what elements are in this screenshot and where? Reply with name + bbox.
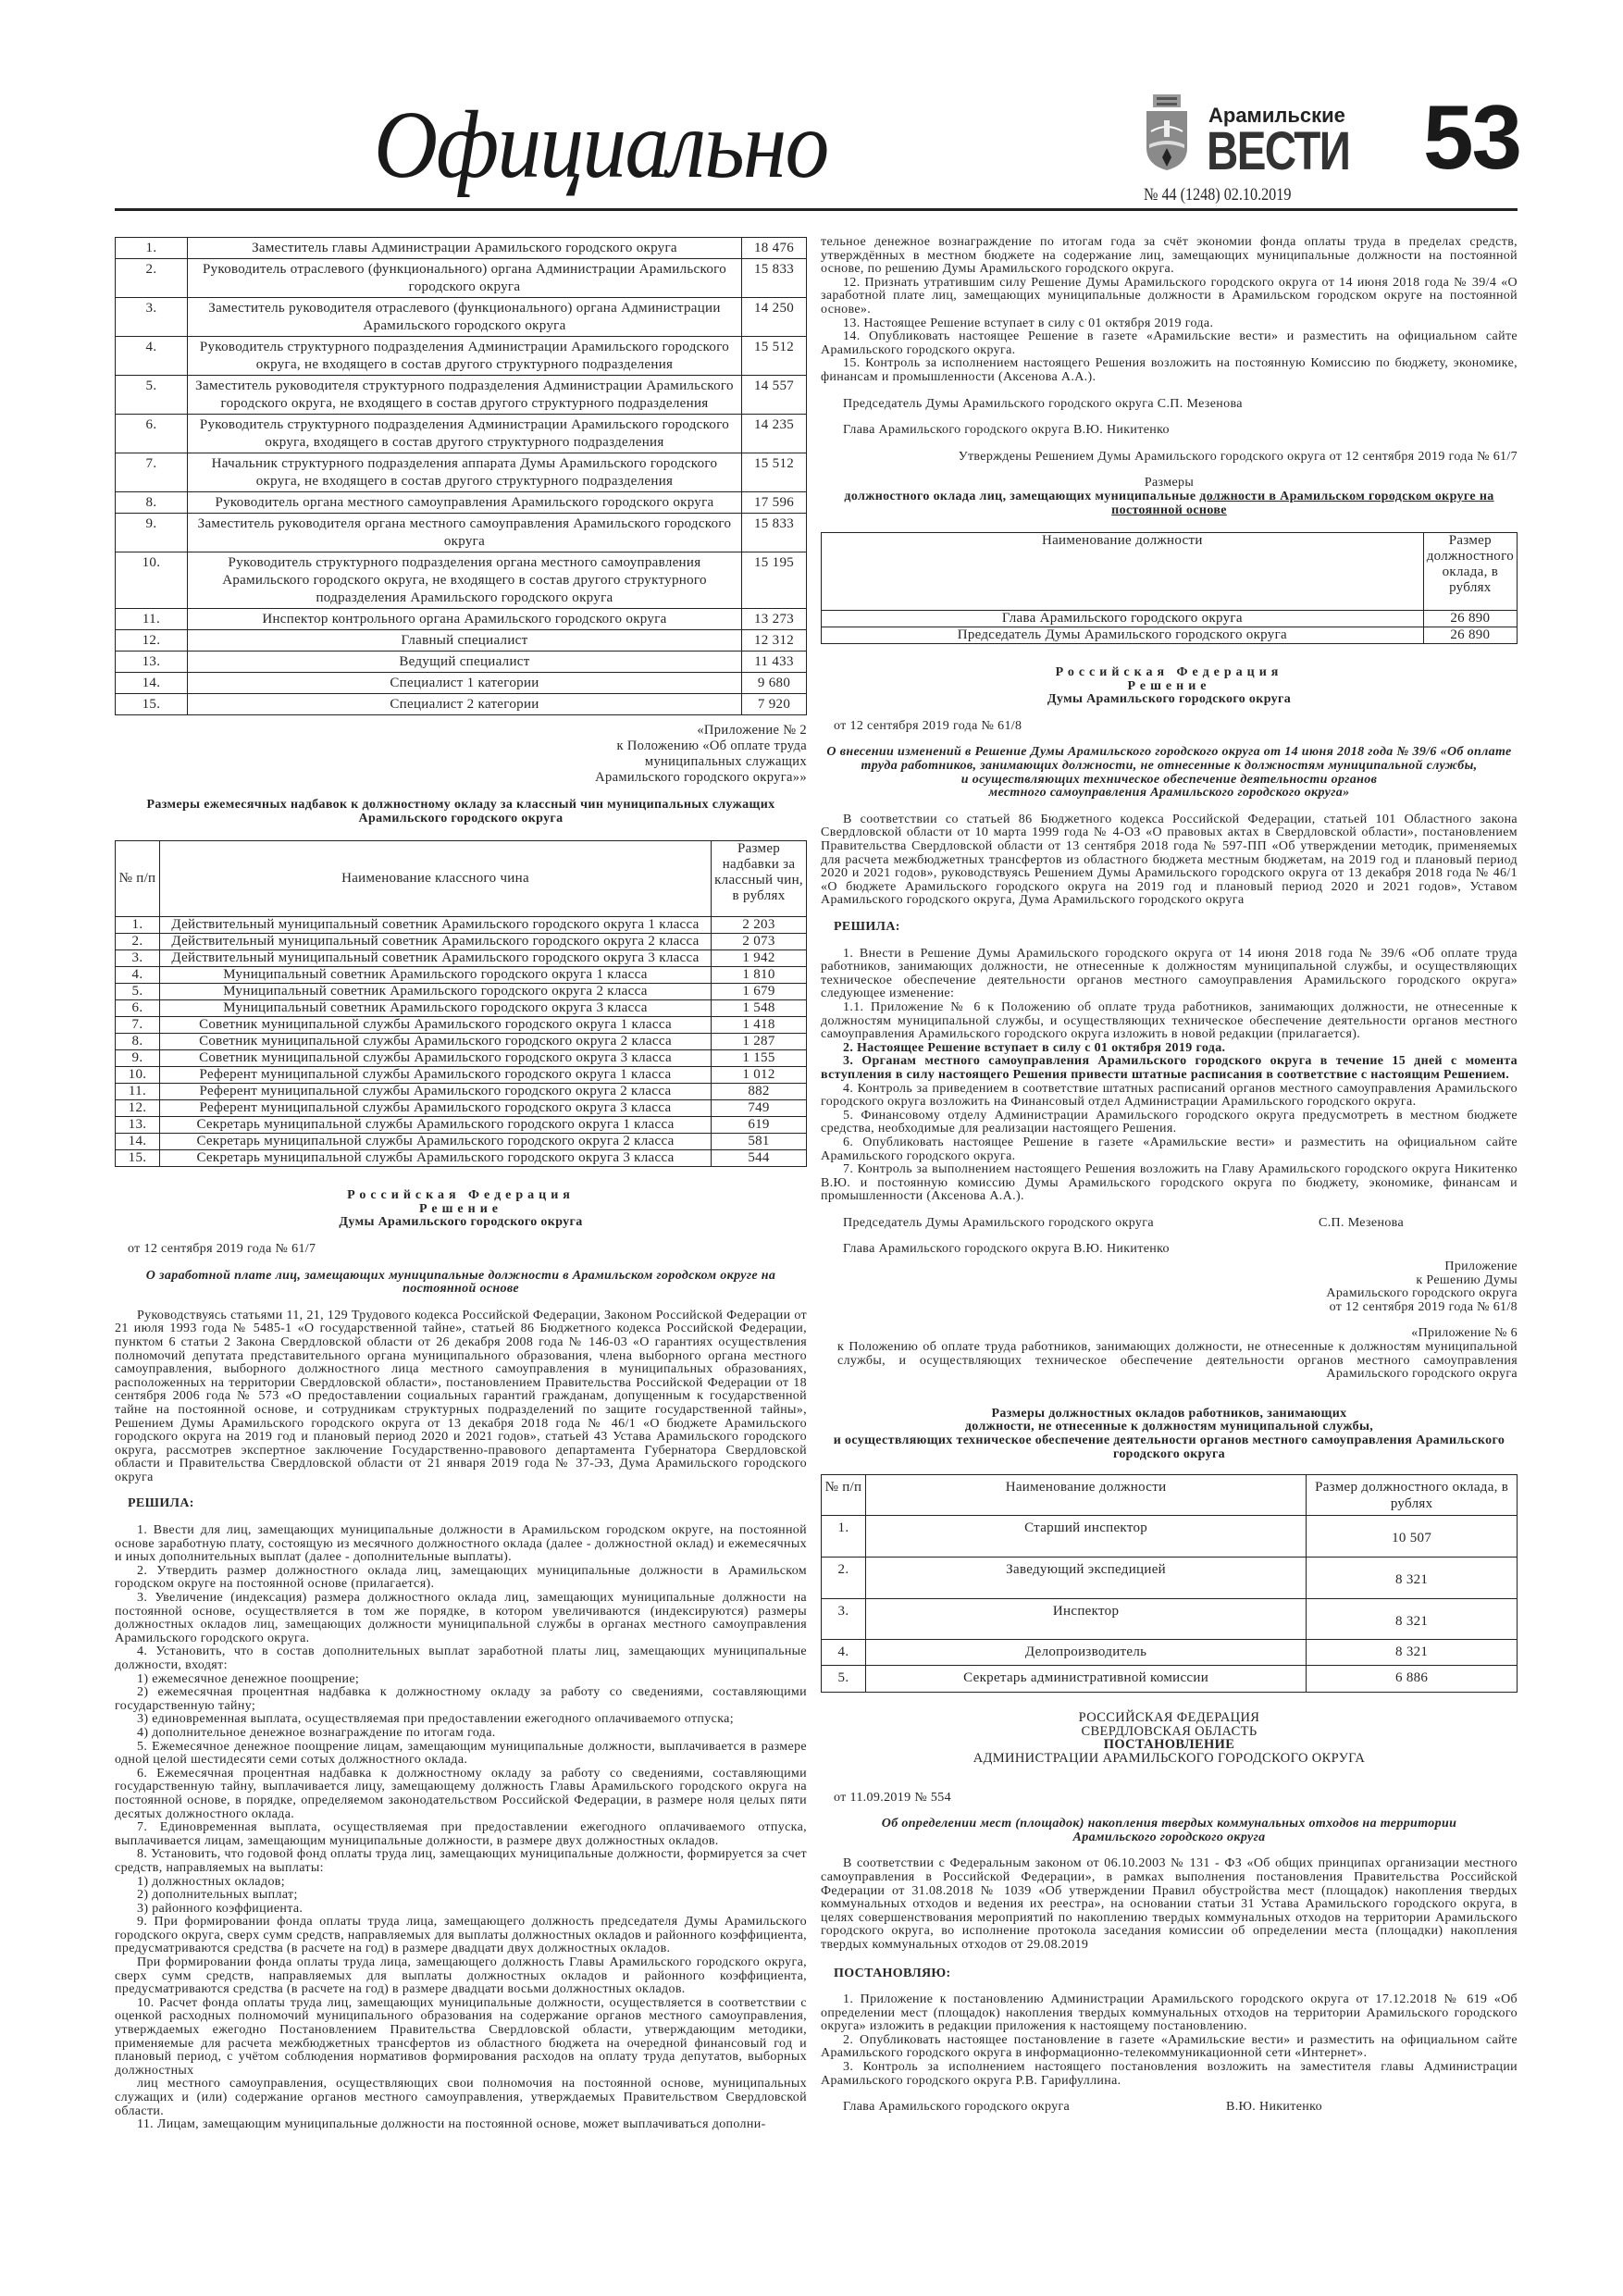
- signature-chair: Председатель Думы Арамильского городского округа С.П. Мезенова: [843, 396, 1243, 411]
- right-column: [821, 236, 1518, 2115]
- heading-country: Российская Федерация: [1055, 665, 1283, 680]
- section-title: Официально: [374, 92, 828, 198]
- row-number: 8.: [116, 492, 188, 514]
- table-row: [822, 611, 1518, 627]
- row-number: 3.: [116, 950, 160, 967]
- postanovlenie-heading: [821, 1711, 1518, 1765]
- name-cell: Ведущий специалист: [187, 652, 741, 673]
- text-line: и осуществляющих техническое обеспечение деятельности органов: [960, 772, 1378, 787]
- paragraph: 7. Контроль за выполнением настоящего Решения возложить на Главу Арамильского городского округа Никитенко В.Ю. и постоянную комиссию Думы Арамильского городского округа по бюджету, экономике, финансам и промышленности (Аксенова А.А.).: [821, 1162, 1518, 1204]
- paragraph: 4. Контроль за приведением в соответствие штатных расписаний органов местного самоуправления Арамильского городского округа возложить на Финансовый отдел Администрации Арамильского городского округа.: [821, 1081, 1518, 1110]
- name-cell: Муниципальный советник Арамильского городского округа 1 класса: [159, 967, 711, 984]
- row-number: 2.: [116, 934, 160, 950]
- name-cell: Старший инспектор: [865, 1516, 1306, 1558]
- row-number: 6.: [116, 415, 188, 453]
- name-cell: Председатель Думы Арамильского городского округа: [822, 627, 1424, 644]
- column-header-name: Наименование должности: [822, 533, 1424, 611]
- paragraph: 3. Органам местного самоуправления Арамильского городского округа в течение 15 дней с момента вступления в силу настоящего Решения привести штатные расписания в соответствие с настоящим Решением.: [821, 1054, 1518, 1082]
- name-cell: Советник муниципальной службы Арамильского городского округа 3 класса: [159, 1050, 711, 1067]
- paragraph: 2. Настоящее Решение вступает в силу с 01 октября 2019 года.: [843, 1040, 1226, 1055]
- table-row: [822, 1666, 1518, 1693]
- paragraph: 1. Внести в Решение Думы Арамильского городского округа от 14 июня 2018 года № 39/6 «Об оплате труда работников, занимающих должности, не отнесенные к должностям муниципальной службы, и осуществляющих техническое обеспечение деятельности органов местного самоуправления Арамильского городского округа» следующее изменение:: [821, 946, 1518, 1001]
- name-cell: Руководитель отраслевого (функционального) органа Администрации Арамильского городского округа: [187, 259, 741, 298]
- row-number: 14.: [116, 1134, 160, 1150]
- issue-number: № 44 (1248) 02.10.2019: [1144, 185, 1292, 205]
- signature-chair-name: С.П. Мезенова: [1319, 1215, 1405, 1230]
- row-number: 9.: [116, 514, 188, 552]
- name-cell: Референт муниципальной службы Арамильского городского округа 3 класса: [159, 1100, 711, 1117]
- text-line: муниципальных служащих: [644, 754, 807, 769]
- resolved-label: РЕШИЛА:: [834, 920, 900, 934]
- table-row: [116, 238, 807, 259]
- heading-country: РОССИЙСКАЯ ФЕДЕРАЦИЯ: [1078, 1710, 1260, 1726]
- amount-cell: 15 195: [742, 552, 807, 609]
- table-row: [116, 917, 807, 934]
- row-number: 9.: [116, 1050, 160, 1067]
- table-row: [116, 492, 807, 514]
- amount-cell: 18 476: [742, 238, 807, 259]
- table-row: [116, 934, 807, 950]
- table-row: [116, 673, 807, 694]
- amount-cell: 581: [712, 1134, 807, 1150]
- amount-cell: 8 321: [1307, 1640, 1518, 1666]
- paragraph: 2) дополнительных выплат;: [137, 1888, 298, 1903]
- amount-cell: 14 250: [742, 298, 807, 337]
- amount-cell: 26 890: [1423, 627, 1517, 644]
- name-cell: Руководитель структурного подразделения Администрации Арамильского городского округа, входящего в состав другого структурного подразделения: [187, 415, 741, 453]
- amount-cell: 1 942: [712, 950, 807, 967]
- heading-kind: Решение: [1127, 678, 1211, 693]
- approved-note: Утверждены Решением Думы Арамильского городского округа от 12 сентября 2019 года № 61/7: [958, 449, 1518, 464]
- table-row: [116, 453, 807, 492]
- table-row: [116, 1084, 807, 1100]
- signature-label: Глава Арамильского городского округа: [843, 2100, 1071, 2115]
- paragraph: 1.1. Приложение № 6 к Положению об оплате труда работников, занимающих должности, не отнесенные к должностям муниципальной службы, и осуществляющих техническое обеспечение деятельности органов местного самоуправления Арамильского городского округа изложить в новой редакции (прилагается).: [821, 999, 1518, 1042]
- row-number: 11.: [116, 609, 188, 630]
- row-number: 12.: [116, 1100, 160, 1117]
- column-header-amount: Размер надбавки за классный чин, в рублях: [712, 841, 807, 917]
- text-line: «Приложение № 2: [697, 723, 807, 738]
- table-row: [116, 1067, 807, 1084]
- row-number: 5.: [822, 1666, 866, 1693]
- name-cell: Секретарь муниципальной службы Арамильского городского округа 3 класса: [159, 1150, 711, 1167]
- preamble: Руководствуясь статьями 11, 21, 129 Трудового кодекса Российской Федерации, Законом Российской Федерации от 21 июля 1993 года № 5485-1 «О государственной тайне», статьей 86 Бюджетного кодекса Российской Федерации, пунктом 6 статьи 2 Закона Свердловской области от 26 декабря 2008 года № 146-03 «О гарантиях осуществления полномочий депутата представительного органа муниципального образования, члена выборного органа местного самоуправления, выборного должностного лица местного самоуправления в муниципальных образованиях, расположенных на территории Свердловской области», постановлением Правительства Российской Федерации от 18 сентября 2006 года № 573 «О предоставлении социальных гарантий гражданам, допущенным к государственной тайне на постоянной основе, и сотрудникам структурных подразделений по защите государственной тайны», Решением Думы Арамильского городского округа от 13 декабря 2018 года № 46/1 «О бюджете Арамильского городского округа на 2019 год и плановый период 2020 и 2021 годов», статьей 43 Устава Арамильского городского округа, рассмотрев экспертное заключение Государственно-правового департамента Губернатора Свердловской области и Правительства Свердловской области от 21 января 2019 года № 37-ЭЗ, Дума Арамильского городского округа: [115, 1308, 807, 1484]
- paragraph: 12. Признать утратившим силу Решение Думы Арамильского городского округа от 14 июня 2018 года № 39/4 «О заработной плате лиц, замещающих муниципальные должности в Арамильском городском округе на постоянной основе».: [821, 275, 1518, 316]
- table-row: [822, 627, 1518, 644]
- row-number: 2.: [116, 259, 188, 298]
- text-line: Размеры должностных окладов работников, занимающих: [991, 1406, 1347, 1421]
- text-line: Арамильского городского округа»»: [595, 770, 807, 785]
- row-number: 1.: [822, 1516, 866, 1558]
- paragraph: лиц местного самоуправления, осуществляющих свои полномочия на постоянной основе, муниципальных служащих и (или) содержание органов местного самоуправления, утверждаемых Правительством Свердловской области.: [115, 2077, 807, 2118]
- paragraph: 7. Единовременная выплата, осуществляемая при предоставлении ежегодного оплачиваемого отпуска, выплачивается лицам, замещающим муниципальные должности, в размере двух должностных окладов.: [115, 1820, 807, 1848]
- name-cell: Заместитель руководителя структурного подразделения Администрации Арамильского городского округа, не входящего в состав другого структурного подразделения: [187, 376, 741, 415]
- amount-cell: 15 512: [742, 337, 807, 376]
- amount-cell: 1 155: [712, 1050, 807, 1067]
- amount-cell: 17 596: [742, 492, 807, 514]
- name-cell: Заместитель главы Администрации Арамильского городского округа: [187, 238, 741, 259]
- row-number: 8.: [116, 1034, 160, 1050]
- row-number: 13.: [116, 1117, 160, 1134]
- name-cell: Советник муниципальной службы Арамильского городского округа 1 класса: [159, 1017, 711, 1034]
- paragraph: 1) ежемесячное денежное поощрение;: [137, 1671, 360, 1686]
- paragraph: 5. Финансовому отделу Администрации Арамильского городского округа предусмотреть в местном бюджете средства, необходимые для реализации настоящего Решения.: [821, 1108, 1518, 1136]
- signature-head: Глава Арамильского городского округа В.Ю. Никитенко: [843, 423, 1170, 438]
- row-number: 1.: [116, 917, 160, 934]
- name-cell: Руководитель органа местного самоуправления Арамильского городского округа: [187, 492, 741, 514]
- class-rank-table: [115, 840, 807, 1167]
- table-row: [822, 1599, 1518, 1640]
- name-cell: Специалист 1 категории: [187, 673, 741, 694]
- table-header-row: [822, 533, 1518, 611]
- amount-cell: 14 557: [742, 376, 807, 415]
- logo-title: ВЕСТИ: [1207, 121, 1350, 181]
- left-column: [115, 237, 807, 2132]
- row-number: 1.: [116, 238, 188, 259]
- paragraph: 14. Опубликовать настоящее Решение в газете «Арамильские вести» и разместить на официальном сайте Арамильского городского округа.: [821, 329, 1518, 357]
- amount-cell: 2 203: [712, 917, 807, 934]
- heading-body: АДМИНИСТРАЦИИ АРАМИЛЬСКОГО ГОРОДСКОГО ОКРУГА: [973, 1750, 1366, 1766]
- paragraph: 2) ежемесячная процентная надбавка к должностному окладу за работу со сведениями, составляющими государственную тайну;: [115, 1685, 807, 1713]
- row-number: 10.: [116, 1067, 160, 1084]
- amount-cell: 882: [712, 1084, 807, 1100]
- name-cell: Начальник структурного подразделения аппарата Думы Арамильского городского округа, не входящего в состав другого структурного подразделения: [187, 453, 741, 492]
- decision-61-7-continued: [821, 236, 1518, 385]
- name-cell: Глава Арамильского городского округа: [822, 611, 1424, 627]
- decision-61-8: [821, 666, 1518, 1204]
- amount-cell: 13 273: [742, 609, 807, 630]
- table-row: [116, 1000, 807, 1017]
- paragraph: 1. Ввести для лиц, замещающих муниципальные должности в Арамильском городском округе, на постоянной основе заработную плату, состоящую из месячного должностного оклада (далее - должностной оклад) и ежемесячных и иных дополнительных выплат (далее - дополнительные выплаты).: [115, 1523, 807, 1565]
- text-line: должности, не отнесенные к должностям муниципальной службы,: [964, 1420, 1374, 1434]
- text-line: к Положению «Об оплате труда: [616, 738, 807, 753]
- name-cell: Действительный муниципальный советник Арамильского городского округа 2 класса: [159, 934, 711, 950]
- heading-body: Думы Арамильского городского округа: [1047, 692, 1292, 707]
- amount-cell: 544: [712, 1150, 807, 1167]
- amount-cell: 6 886: [1307, 1666, 1518, 1693]
- amount-cell: 15 833: [742, 514, 807, 552]
- heading-country: Российская Федерация: [347, 1188, 575, 1203]
- row-number: 10.: [116, 552, 188, 609]
- amount-cell: 1 810: [712, 967, 807, 984]
- row-number: 11.: [116, 1084, 160, 1100]
- page-number: 53: [1423, 86, 1521, 188]
- name-cell: Муниципальный советник Арамильского городского округа 2 класса: [159, 984, 711, 1000]
- table-row: [116, 1100, 807, 1117]
- table-row: [116, 630, 807, 652]
- sizes-subtitle: должностного оклада лиц, замещающих муниципальные: [844, 489, 1200, 503]
- postanovlenie-signature: [821, 2101, 1518, 2115]
- paragraph: 4) дополнительное денежное вознаграждение по итогам года.: [137, 1725, 496, 1740]
- amount-cell: 15 512: [742, 453, 807, 492]
- column-header-name: Наименование должности: [865, 1475, 1306, 1516]
- salary-table-positions: [115, 237, 807, 715]
- row-number: 7.: [116, 453, 188, 492]
- amount-cell: 1 548: [712, 1000, 807, 1017]
- column-header-amount: Размер должностного оклада, в рублях: [1423, 533, 1517, 611]
- paragraph: При формировании фонда оплаты труда лица, замещающего должность Главы Арамильского городского округа, сверх сумм средств, направляемых для выплаты должностных окладов и районного коэффициента, предусматриваются средства (в расчете на год) в размере двадцати восьми должностных окладов.: [115, 1955, 807, 1997]
- amount-cell: 7 920: [742, 694, 807, 715]
- amount-cell: 12 312: [742, 630, 807, 652]
- paragraph: 15. Контроль за исполнением настоящего Решения возложить на постоянную Комиссию по бюджету, экономике, финансам и промышленности (Аксенова А.А.).: [821, 356, 1518, 384]
- appendix-note: [821, 1260, 1518, 1314]
- row-number: 2.: [822, 1558, 866, 1599]
- coat-of-arms-icon: [1144, 94, 1190, 170]
- decision-61-7: [115, 1189, 807, 2132]
- paragraph: тельное денежное вознаграждение по итогам года за счёт экономии фонда оплаты труда в пределах средств, утверждённых в местном бюджете на содержание лиц, замещающих муниципальные должности на постоянной основе, по решению Думы Арамильского городского округа.: [821, 235, 1518, 277]
- name-cell: Специалист 2 категории: [187, 694, 741, 715]
- name-cell: Секретарь муниципальной службы Арамильского городского округа 2 класса: [159, 1134, 711, 1150]
- appendix6-label: «Приложение № 6: [1411, 1326, 1518, 1341]
- row-number: 12.: [116, 630, 188, 652]
- table-row: [116, 1034, 807, 1050]
- table-row: [116, 552, 807, 609]
- row-number: 15.: [116, 694, 188, 715]
- name-cell: Инспектор: [865, 1599, 1306, 1640]
- table-row: [116, 514, 807, 552]
- paragraph: 4. Установить, что в состав дополнительных выплат заработной платы лиц, замещающих муниципальные должности, входят:: [115, 1644, 807, 1672]
- heading-kind: ПОСТАНОВЛЕНИЕ: [1103, 1737, 1235, 1753]
- paragraph: 13. Настоящее Решение вступает в силу с 01 октября 2019 года.: [843, 316, 1214, 330]
- table-row: [116, 950, 807, 967]
- column-header-name: Наименование классного чина: [159, 841, 711, 917]
- table4-title: [821, 1408, 1518, 1461]
- row-number: 6.: [116, 1000, 160, 1017]
- paragraph: 1. Приложение к постановлению Администрации Арамильского городского округа от 17.12.2018 № 619 «Об определении мест (площадок) накопления твердых коммунальных отходов на территории Арамильского городского округа» изложить в редакции приложения к настоящему постановлению.: [821, 1992, 1518, 2034]
- row-number: 4.: [822, 1640, 866, 1666]
- name-cell: Референт муниципальной службы Арамильского городского округа 2 класса: [159, 1084, 711, 1100]
- name-cell: Главный специалист: [187, 630, 741, 652]
- signature-head: Глава Арамильского городского округа В.Ю. Никитенко: [843, 1242, 1170, 1257]
- amount-cell: 10 507: [1307, 1516, 1518, 1558]
- amount-cell: 2 073: [712, 934, 807, 950]
- amount-cell: 14 235: [742, 415, 807, 453]
- sizes-heading: [821, 477, 1518, 517]
- decision-date: от 12 сентября 2019 года № 61/8: [834, 718, 1022, 733]
- heading-kind: Решение: [419, 1201, 502, 1216]
- table-row: [116, 1134, 807, 1150]
- name-cell: Референт муниципальной службы Арамильского городского округа 1 класса: [159, 1067, 711, 1084]
- table-row: [116, 652, 807, 673]
- table-row: [822, 1640, 1518, 1666]
- paragraph: 3) районного коэффициента.: [137, 1901, 304, 1916]
- amount-cell: 8 321: [1307, 1558, 1518, 1599]
- preamble: В соответствии со статьей 86 Бюджетного кодекса Российской Федерации, статьей 101 Областного закона Свердловской области от 10 марта 1999 года № 4-ОЗ «О правовых актах в Свердловской области», постановлением Правительства Свердловской области от 13 сентября 2018 года № 597-ПП «Об утверждении методик, применяемых для расчета межбюджетных трансфертов из областного бюджета местным бюджетам, на 2019 год и плановый период 2020 и 2021 годов», руководствуясь Решением Думы Арамильского городского округа от 13 декабря 2018 года № 46/1 «О бюджете Арамильского городского округа на 2019 год и плановый период 2020 и 2021 годов», Уставом Арамильского городского округа, Дума Арамильского городского округа: [821, 812, 1518, 908]
- text-line: от 12 сентября 2019 года № 61/8: [1329, 1299, 1518, 1314]
- table-row: [116, 967, 807, 984]
- paragraph: 2. Утвердить размер должностного оклада лиц, замещающих муниципальные должности в Арамильском городском округе на постоянной основе (прилагается).: [115, 1563, 807, 1592]
- row-number: 5.: [116, 376, 188, 415]
- appendix6-note: [821, 1327, 1518, 1381]
- paragraph: 10. Расчет фонда оплаты труда лиц, замещающих муниципальные должности, осуществляется в соответствии с оценкой расходных полномочий муниципального образования на содержание органов местного самоуправления, утверждаемых ежегодно Постановлением Правительства Свердловской области, утверждающим методики, применяемые для расчета межбюджетных трансфертов из областного бюджета на очередной финансовый год и плановый период, с учётом соблюдения нормативов формирования расходов на оплату труда депутатов, выборных должностных: [115, 1995, 807, 2078]
- amount-cell: 1 287: [712, 1034, 807, 1050]
- row-number: 3.: [822, 1599, 866, 1640]
- table-row: [116, 337, 807, 376]
- text-line: и осуществляющих техническое обеспечение деятельности органов местного самоуправления Арамильского городского округа: [833, 1433, 1505, 1461]
- name-cell: Муниципальный советник Арамильского городского округа 3 класса: [159, 1000, 711, 1017]
- paragraph: 2. Опубликовать настоящее постановление в газете «Арамильские вести» и разместить на официальном сайте Арамильского городского округа в информационно-телекоммуникационной сети «Интернет».: [821, 2032, 1518, 2061]
- row-number: 5.: [116, 984, 160, 1000]
- row-number: 3.: [116, 298, 188, 337]
- row-number: 7.: [116, 1017, 160, 1034]
- table-row: [116, 1017, 807, 1034]
- amount-cell: 11 433: [742, 652, 807, 673]
- table-row: [116, 1050, 807, 1067]
- heading-body: Думы Арамильского городского округа: [339, 1215, 583, 1230]
- paragraph: 9. При формировании фонда оплаты труда лица, замещающего должность председателя Думы Арамильского городского округа, сверх сумм средств, направляемых для выплаты должностных окладов и районного коэффициента, предусматриваются средства (в расчете на год) в размере двадцати двух должностных окладов.: [115, 1915, 807, 1956]
- paragraph: 11. Лицам, замещающим муниципальные должности на постоянной основе, может выплачиваться дополни-: [137, 2117, 766, 2132]
- postanovlenie-date: от 11.09.2019 № 554: [834, 1790, 951, 1805]
- name-cell: Советник муниципальной службы Арамильского городского округа 2 класса: [159, 1034, 711, 1050]
- amount-cell: 26 890: [1423, 611, 1517, 627]
- postanovlenie-title: Об определении мест (площадок) накопления твердых коммунальных отходов на территории Арамильского городского округа: [881, 1817, 1457, 1844]
- table-row: [116, 694, 807, 715]
- logo-subtitle: Арамильские: [1208, 104, 1345, 127]
- row-number: 4.: [116, 337, 188, 376]
- sizes-title: Размеры: [1144, 476, 1195, 490]
- decision-title: О заработной плате лиц, замещающих муниципальные должности в Арамильском городском округе на постоянной основе: [145, 1268, 776, 1297]
- table-row: [116, 1150, 807, 1167]
- decision-date: от 12 сентября 2019 года № 61/7: [128, 1241, 316, 1256]
- appendix6-text: к Положению об оплате труда работников, занимающих должности, не отнесенные к должностям муниципальной службы, и осуществляющих техническое обеспечение деятельности органов местного самоуправления Арамильского городского округа: [837, 1340, 1518, 1382]
- name-cell: Действительный муниципальный советник Арамильского городского округа 1 класса: [159, 917, 711, 934]
- name-cell: Руководитель структурного подразделения Администрации Арамильского городского округа, не входящего в состав другого структурного подразделения: [187, 337, 741, 376]
- signature-chair-label: Председатель Думы Арамильского городского округа: [843, 1215, 1154, 1230]
- amount-cell: 1 679: [712, 984, 807, 1000]
- paragraph: 6. Опубликовать настоящее Решение в газете «Арамильские вести» и разместить на официальном сайте Арамильского городского округа.: [821, 1135, 1518, 1163]
- paragraph: 5. Ежемесячное денежное поощрение лицам, замещающим муниципальные должности, выплачивается в размере одной целой шестидесяти семи сотых должностного оклада.: [115, 1739, 807, 1768]
- amount-cell: 1 012: [712, 1067, 807, 1084]
- table-row: [116, 415, 807, 453]
- name-cell: Секретарь административной комиссии: [865, 1666, 1306, 1693]
- amount-cell: 619: [712, 1117, 807, 1134]
- table-row: [116, 298, 807, 337]
- signature-name: В.Ю. Никитенко: [1226, 2100, 1322, 2115]
- name-cell: Инспектор контрольного органа Арамильского городского округа: [187, 609, 741, 630]
- table-header-row: [822, 1475, 1518, 1516]
- table-row: [822, 1516, 1518, 1558]
- text-line: Приложение: [1444, 1260, 1518, 1274]
- amount-cell: 8 321: [1307, 1599, 1518, 1640]
- text-line: местного самоуправления Арамильского городского округа»: [988, 786, 1350, 800]
- decision-title: [821, 746, 1518, 800]
- table-row: [116, 259, 807, 298]
- table-row: [116, 984, 807, 1000]
- name-cell: Заместитель руководителя отраслевого (функционального) органа Администрации Арамильского городского округа: [187, 298, 741, 337]
- paragraph: 8. Установить, что годовой фонд оплаты труда лиц, замещающих муниципальные должности, формируется за счет средств, направляемых на выплаты:: [115, 1847, 807, 1875]
- table-header-row: [116, 841, 807, 917]
- column-header-amount: Размер должностного оклада, в рублях: [1307, 1475, 1518, 1516]
- paragraph: 6. Ежемесячная процентная надбавка к должностному окладу за работу со сведениями, составляющими государственную тайну, выплачивается лицу, замещающему должность Главы Арамильского городского округа на постоянной основе, в порядке, определяемом законодательством Российской Федерации, в размере ноля целых пяти десятых должностного оклада.: [115, 1766, 807, 1821]
- row-number: 15.: [116, 1150, 160, 1167]
- name-cell: Действительный муниципальный советник Арамильского городского округа 3 класса: [159, 950, 711, 967]
- amount-cell: 1 418: [712, 1017, 807, 1034]
- appendix2-note: [115, 723, 807, 786]
- name-cell: Делопроизводитель: [865, 1640, 1306, 1666]
- name-cell: Заведующий экспедицией: [865, 1558, 1306, 1599]
- name-cell: Секретарь муниципальной службы Арамильского городского округа 1 класса: [159, 1117, 711, 1134]
- paragraph: 3) единовременная выплата, осуществляемая при предоставлении ежегодного оплачиваемого отпуска;: [137, 1712, 734, 1727]
- table-row: [822, 1558, 1518, 1599]
- row-number: 14.: [116, 673, 188, 694]
- technical-staff-salary-table: [821, 1474, 1518, 1693]
- signature-chair: [821, 1217, 1518, 1231]
- resolved-label: РЕШИЛА:: [128, 1496, 194, 1511]
- column-header-number: № п/п: [822, 1475, 866, 1516]
- amount-cell: 749: [712, 1100, 807, 1117]
- postanovlenie-body: [821, 1857, 1518, 2088]
- text-line: О внесении изменений в Решение Думы Арамильского городского округа от 14 июня 2018 года № 39/6 «Об оплате труда работников, занимающих должности, не отнесенные к должностям муниципальной службы,: [826, 745, 1512, 774]
- preamble: В соответствии с Федеральным законом от 06.10.2003 № 131 - ФЗ «Об общих принципах организации местного самоуправления в Российской Федерации», в рамках выполнения постановления Правительства Российской Федерации от 31.08.2018 № 1039 «Об утверждении Правил обустройства мест (площадок) накопления твердых коммунальных отходов и ведения их реестра», на основании статьи 31 Устава Арамильского городского округа, в целях совершенствования мероприятий по накоплению твердых коммунальных отходов на территории Арамильского городского округа, во исполнение протокола заседания комиссии об определении места (площадки) накопления твердых коммунальных отходов от 29.08.2019: [821, 1856, 1518, 1952]
- column-header-number: № п/п: [116, 841, 160, 917]
- text-line: Арамильского городского округа: [1326, 1286, 1518, 1301]
- amount-cell: 15 833: [742, 259, 807, 298]
- table2-title: Размеры ежемесячных надбавок к должностному окладу за классный чин муниципальных служащих Арамильского городского округа: [146, 798, 775, 825]
- amount-cell: 9 680: [742, 673, 807, 694]
- resolved-label: ПОСТАНОВЛЯЮ:: [834, 1966, 951, 1980]
- row-number: 4.: [116, 967, 160, 984]
- paragraph: 1) должностных окладов;: [137, 1874, 286, 1889]
- official-salary-table: [821, 532, 1518, 644]
- table-row: [116, 609, 807, 630]
- table-row: [116, 376, 807, 415]
- header-divider: [115, 208, 1518, 211]
- paragraph: 3. Контроль за исполнением настоящего постановления возложить на заместителя главы Администрации Арамильского городского округа Р.В. Гарифуллина.: [821, 2060, 1518, 2088]
- sizes-subtitle-underlined: должности в Арамильском городском округе на постоянной основе: [1111, 489, 1494, 517]
- row-number: 13.: [116, 652, 188, 673]
- heading-region: СВЕРДЛОВСКАЯ ОБЛАСТЬ: [1081, 1723, 1258, 1739]
- name-cell: Заместитель руководителя органа местного самоуправления Арамильского городского округа: [187, 514, 741, 552]
- text-line: к Решению Думы: [1416, 1272, 1518, 1287]
- table-row: [116, 1117, 807, 1134]
- name-cell: Руководитель структурного подразделения органа местного самоуправления Арамильского городского округа, не входящего в состав другого структурного подразделения Арамильского городского округа: [187, 552, 741, 609]
- paragraph: 3. Увеличение (индексация) размера должностного оклада лиц, замещающих муниципальные должности на постоянной основе, осуществляется в том же порядке, в котором увеличиваются (индексируются) размеры должностных окладов лиц, замещающих должности муниципальной службы в органах местного самоуправления Арамильского городского округа.: [115, 1591, 807, 1645]
